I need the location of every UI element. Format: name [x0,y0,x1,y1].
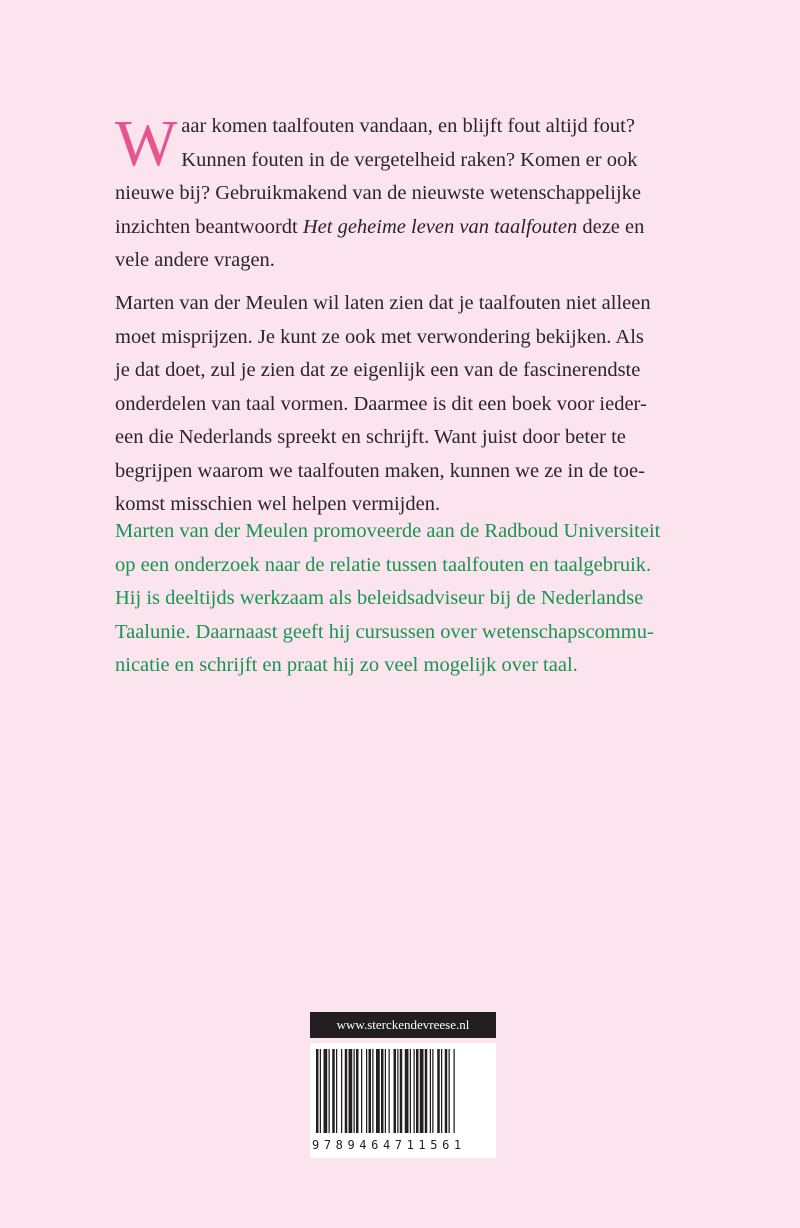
book-title: Het geheime leven van taalfouten [302,215,578,238]
barcode-bar [381,1049,384,1133]
barcode-bar [449,1049,450,1133]
barcode-bar [329,1049,330,1133]
barcode-bar [445,1049,448,1133]
barcode-bar [416,1049,419,1133]
description-line: komst misschien wel helpen vermijden. [115,493,441,515]
barcode-bar [425,1049,428,1133]
description-line: Marten van der Meulen wil laten zien dat je taalfouten niet alleen [115,292,651,314]
barcode-bars [310,1043,496,1138]
description-line: je dat doet, zul je zien dat ze eigenlijk een van de fascinerendste [115,359,641,381]
barcode-bar [437,1049,440,1133]
barcode-area [310,1010,496,1158]
barcode-bar [432,1049,433,1133]
barcode-bar [430,1049,431,1133]
barcode-bar [389,1049,390,1133]
barcode-bar [369,1049,372,1133]
intro-line-text: nieuwe bij? Gebruikmakend van de nieuwste wetenschappelijke [115,182,641,204]
barcode-bar [366,1049,367,1133]
barcode-bar [441,1049,442,1133]
bio-line: Hij is deeltijds werkzaam als beleidsadviseur bij de Nederlandse [115,587,644,609]
barcode-bar [405,1049,409,1133]
bio-line: nicatie en schrijft en praat hij zo veel mogelijk over taal. [115,654,578,676]
publisher-website: www.sterckendevreese.nl [310,1012,496,1038]
intro-line-text: deze en [577,215,645,238]
barcode-bar [349,1049,353,1133]
barcode-bar [397,1049,398,1133]
isbn-barcode [310,1043,496,1158]
barcode-bar [320,1049,321,1133]
barcode-bar [356,1049,359,1133]
barcode-bar [385,1049,386,1133]
barcode-bar [454,1049,455,1133]
barcode-bar [420,1049,424,1133]
description-line: moet misprijzen. Je kunt ze ook met verwondering bekijken. Als [115,325,644,348]
intro-line: Kunnen fouten in de vergetelheid raken? Komen er ook [181,148,638,171]
barcode-bar [332,1049,335,1133]
bio-line: Marten van der Meulen promoveerde aan de Radboud Universiteit [115,520,661,542]
intro-line [115,211,715,245]
intro-line [115,177,715,211]
barcode-bar [410,1049,411,1133]
barcode-bar [372,1049,373,1133]
barcode-bar [324,1049,328,1133]
barcode-bar [400,1049,403,1133]
barcode-bar [345,1049,348,1133]
intro-paragraph [115,107,715,278]
barcode-bar [336,1049,337,1133]
barcode-bar [316,1049,319,1133]
drop-cap: W [115,107,178,180]
barcode-bar [376,1049,380,1133]
intro-line: vele andere vragen. [115,249,275,271]
bio-line: Taalunie. Daarnaast geeft hij cursussen over wetenschapscommu- [115,620,654,643]
description-line: een die Nederlands spreekt en schrijft. Want juist door beter te [115,426,626,448]
intro-line: aar komen taalfouten vandaan, en blijft fout altijd fout? [181,115,635,137]
barcode-bar [414,1049,415,1133]
barcode-bar [354,1049,355,1133]
description-line: begrijpen waarom we taalfouten maken, kunnen we ze in de toe- [115,459,645,482]
bio-line: op een onderzoek naar de relatie tussen taalfouten en taalgebruik. [115,553,652,576]
isbn-number: 9789464711561 [312,1138,466,1152]
description-paragraph [115,287,715,522]
description-line: onderdelen van taal vormen. Daarmee is dit een boek voor ieder- [115,392,647,415]
barcode-bar [341,1049,342,1133]
intro-line-text: inzichten beantwoordt [115,215,303,238]
barcode-bar [361,1049,362,1133]
author-bio-paragraph [115,515,715,683]
barcode-bar [394,1049,397,1133]
